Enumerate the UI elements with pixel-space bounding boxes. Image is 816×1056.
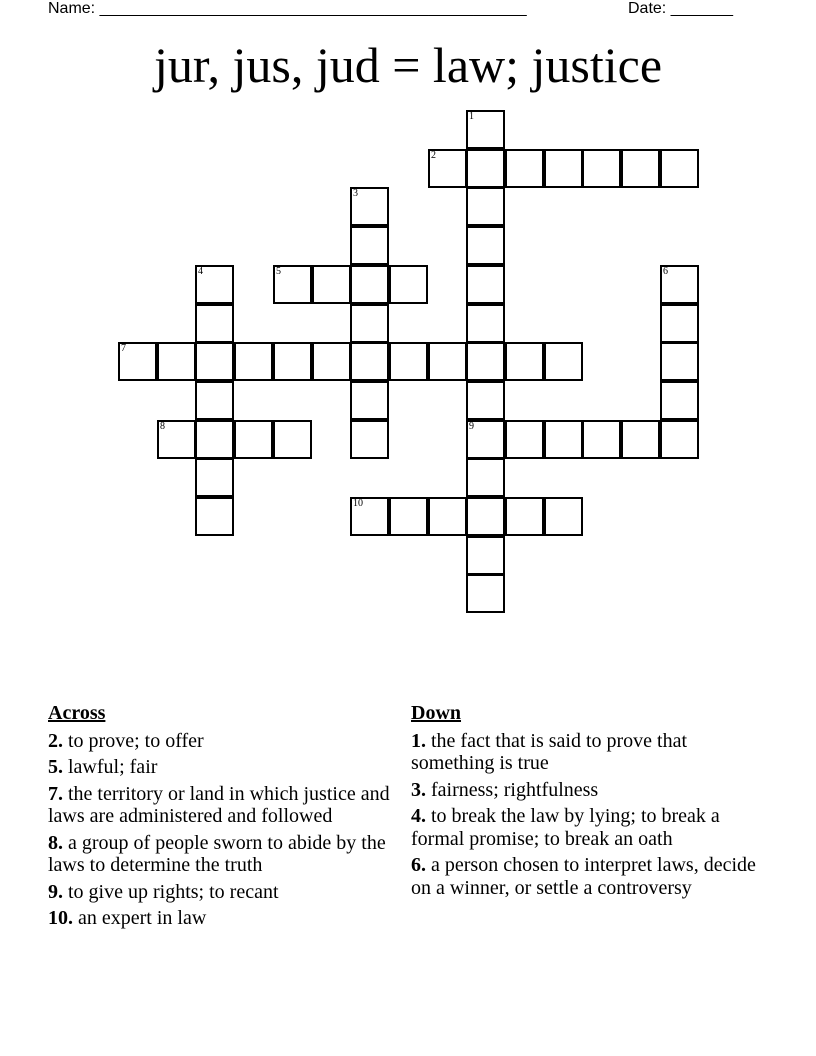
clue-number: 9 xyxy=(469,421,474,432)
grid-cell[interactable] xyxy=(660,304,699,343)
grid-cell[interactable] xyxy=(466,574,505,613)
grid-cell[interactable] xyxy=(350,420,389,459)
grid-cell[interactable] xyxy=(195,381,234,420)
name-line: ________________________________________________ xyxy=(99,0,527,17)
clue-down-1: 1. the fact that is said to prove that something is true xyxy=(411,729,688,774)
grid-cell[interactable] xyxy=(582,149,621,188)
grid-cell[interactable] xyxy=(660,265,699,304)
grid-cell[interactable] xyxy=(195,304,234,343)
grid-cell[interactable] xyxy=(312,342,351,381)
clue-across-5: 5. lawful; fair xyxy=(48,756,158,778)
grid-cell[interactable] xyxy=(350,187,389,226)
grid-cell[interactable] xyxy=(157,420,196,459)
page-title: jur, jus, jud = law; justice xyxy=(153,37,663,93)
grid-cell[interactable] xyxy=(544,149,583,188)
grid-cell[interactable] xyxy=(466,342,505,381)
grid-cell[interactable] xyxy=(234,420,273,459)
grid-cell[interactable] xyxy=(118,342,157,381)
clue-down-6: 6. a person chosen to interpret laws, decide on a winner, or settle a controversy xyxy=(411,854,756,899)
grid-cell[interactable] xyxy=(544,497,583,536)
grid-cell[interactable] xyxy=(195,265,234,304)
across-clues xyxy=(48,702,398,934)
grid-cell[interactable] xyxy=(466,226,505,265)
grid-cell[interactable] xyxy=(621,420,660,459)
grid-cell[interactable] xyxy=(350,342,389,381)
grid-cell[interactable] xyxy=(466,420,505,459)
date-line: _______ xyxy=(670,0,733,17)
clue-number: 2 xyxy=(431,150,436,161)
grid-cell[interactable] xyxy=(195,497,234,536)
clue-number: 6 xyxy=(663,266,668,277)
grid-cell[interactable] xyxy=(505,420,544,459)
grid-cell[interactable] xyxy=(195,458,234,497)
grid-cell[interactable] xyxy=(157,342,196,381)
clue-number: 1 xyxy=(469,111,474,122)
clue-number: 7 xyxy=(121,343,126,354)
down-clues xyxy=(411,702,756,903)
clue-down-4: 4. to break the law by lying; to break a formal promise; to break an oath xyxy=(411,805,720,850)
grid-cell[interactable] xyxy=(544,342,583,381)
grid-cell[interactable] xyxy=(466,458,505,497)
grid-cell[interactable] xyxy=(389,497,428,536)
grid-cell[interactable] xyxy=(195,342,234,381)
clue-across-9: 9. to give up rights; to recant xyxy=(48,880,279,903)
grid-cell[interactable] xyxy=(466,187,505,226)
name-label: Name: xyxy=(48,0,96,17)
clue-across-2: 2. to prove; to offer xyxy=(48,729,204,752)
grid-cell[interactable] xyxy=(660,381,699,420)
grid-cell[interactable] xyxy=(350,265,389,304)
clue-down-3: 3. fairness; rightfulness xyxy=(411,778,599,801)
clue-across-8: 8. a group of people sworn to abide by the laws to determine the truth xyxy=(48,831,386,876)
clue-number: 8 xyxy=(160,421,165,432)
grid-cell[interactable] xyxy=(505,497,544,536)
grid-cell[interactable] xyxy=(505,149,544,188)
grid-cell[interactable] xyxy=(582,420,621,459)
grid-cell[interactable] xyxy=(660,342,699,381)
grid-cell[interactable] xyxy=(544,420,583,459)
grid-cell[interactable] xyxy=(273,420,312,459)
grid-cell[interactable] xyxy=(466,304,505,343)
clue-number: 5 xyxy=(276,266,281,277)
grid-cell[interactable] xyxy=(350,226,389,265)
clue-number: 4 xyxy=(198,266,203,277)
grid-cell[interactable] xyxy=(660,420,699,459)
grid-cell[interactable] xyxy=(505,342,544,381)
grid-cell[interactable] xyxy=(273,265,312,304)
grid-cell[interactable] xyxy=(466,497,505,536)
grid-cell[interactable] xyxy=(621,149,660,188)
grid-cell[interactable] xyxy=(350,304,389,343)
grid-cell[interactable] xyxy=(466,265,505,304)
grid-cell[interactable] xyxy=(350,497,389,536)
date-label: Date: xyxy=(628,0,667,17)
grid-cell[interactable] xyxy=(466,149,505,188)
grid-cell[interactable] xyxy=(312,265,351,304)
grid-cell[interactable] xyxy=(660,149,699,188)
clue-number: 10 xyxy=(353,498,363,509)
down-heading: Down xyxy=(411,702,462,724)
grid-cell[interactable] xyxy=(466,381,505,420)
grid-cell[interactable] xyxy=(273,342,312,381)
clue-number: 3 xyxy=(353,188,358,199)
grid-cell[interactable] xyxy=(389,342,428,381)
grid-cell[interactable] xyxy=(428,342,467,381)
grid-cell[interactable] xyxy=(195,420,234,459)
across-heading: Across xyxy=(48,702,106,724)
grid-cell[interactable] xyxy=(234,342,273,381)
grid-cell[interactable] xyxy=(466,110,505,149)
grid-cell[interactable] xyxy=(389,265,428,304)
clue-across-7: 7. the territory or land in which justice and laws are administered and followed xyxy=(48,782,390,827)
clue-across-10: 10. an expert in law xyxy=(48,907,207,929)
grid-cell[interactable] xyxy=(466,536,505,575)
grid-cell[interactable] xyxy=(428,149,467,188)
grid-cell[interactable] xyxy=(350,381,389,420)
grid-cell[interactable] xyxy=(428,497,467,536)
